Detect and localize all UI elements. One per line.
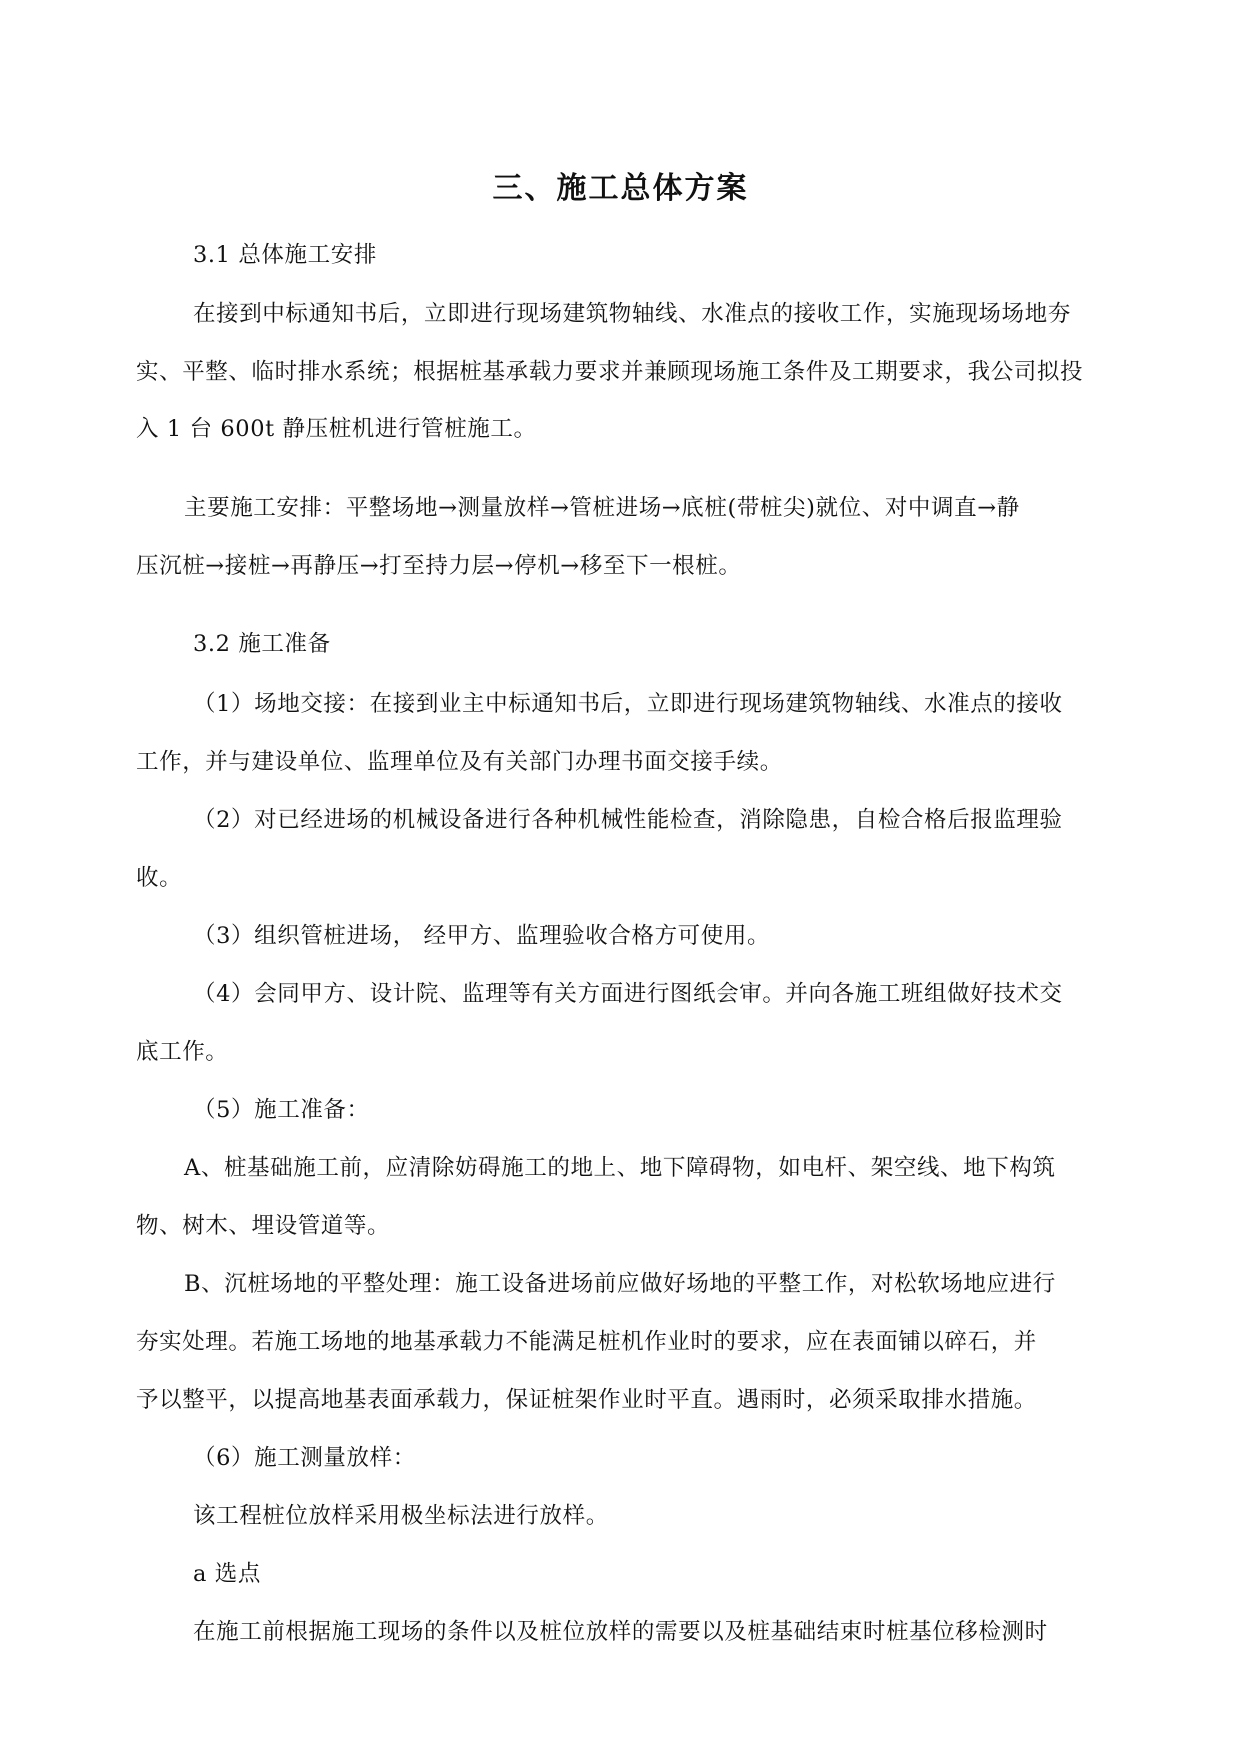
paragraph-line: 入 1 台 600t 静压桩机进行管桩施工。 bbox=[136, 416, 537, 442]
paragraph-line: 予以整平，以提高地基表面承载力，保证桩架作业时平直。遇雨时，必须采取排水措施。 bbox=[136, 1387, 1037, 1413]
list-item-line: （6）施工测量放样： bbox=[193, 1445, 416, 1471]
paragraph-line: 该工程桩位放样采用极坐标法进行放样。 bbox=[193, 1503, 609, 1529]
page-title: 三、施工总体方案 bbox=[492, 171, 749, 206]
paragraph-line: 在接到中标通知书后，立即进行现场建筑物轴线、水准点的接收工作，实施现场场地夯 bbox=[193, 301, 1071, 327]
paragraph-line: B、沉桩场地的平整处理：施工设备进场前应做好场地的平整工作，对松软场地应进行 bbox=[184, 1271, 1056, 1297]
subheading-a: a 选点 bbox=[193, 1561, 261, 1587]
paragraph-line: 实、平整、临时排水系统；根据桩基承载力要求并兼顾现场施工条件及工期要求，我公司拟投 bbox=[136, 359, 1084, 385]
list-item-line: 工作，并与建设单位、监理单位及有关部门办理书面交接手续。 bbox=[136, 749, 783, 775]
list-item-line: （5）施工准备： bbox=[193, 1097, 370, 1123]
paragraph-line: 物、树木、埋设管道等。 bbox=[136, 1213, 391, 1239]
section-heading-3-1: 3.1 总体施工安排 bbox=[193, 242, 377, 268]
list-item-line: （4）会同甲方、设计院、监理等有关方面进行图纸会审。并向各施工班组做好技术交 bbox=[193, 981, 1063, 1007]
list-item-line: （2）对已经进场的机械设备进行各种机械性能检查，消除隐患，自检合格后报监理验 bbox=[193, 807, 1063, 833]
paragraph-line: 在施工前根据施工现场的条件以及桩位放样的需要以及桩基础结束时桩基位移检测时 bbox=[193, 1619, 1048, 1645]
list-item-line: （1）场地交接：在接到业主中标通知书后，立即进行现场建筑物轴线、水准点的接收 bbox=[193, 691, 1063, 717]
list-item-line: 收。 bbox=[136, 865, 183, 891]
list-item-line: （3）组织管桩进场， 经甲方、监理验收合格方可使用。 bbox=[193, 923, 771, 949]
paragraph-line: 主要施工安排：平整场地→测量放样→管桩进场→底桩(带桩尖)就位、对中调直→静 bbox=[184, 495, 1020, 521]
paragraph-line: A、桩基础施工前，应清除妨碍施工的地上、地下障碍物，如电杆、架空线、地下构筑 bbox=[184, 1155, 1056, 1181]
paragraph-line: 夯实处理。若施工场地的地基承载力不能满足桩机作业时的要求，应在表面铺以碎石，并 bbox=[136, 1329, 1037, 1355]
paragraph-line: 压沉桩→接桩→再静压→打至持力层→停机→移至下一根桩。 bbox=[136, 553, 742, 579]
list-item-line: 底工作。 bbox=[136, 1039, 229, 1065]
section-heading-3-2: 3.2 施工准备 bbox=[193, 631, 331, 657]
